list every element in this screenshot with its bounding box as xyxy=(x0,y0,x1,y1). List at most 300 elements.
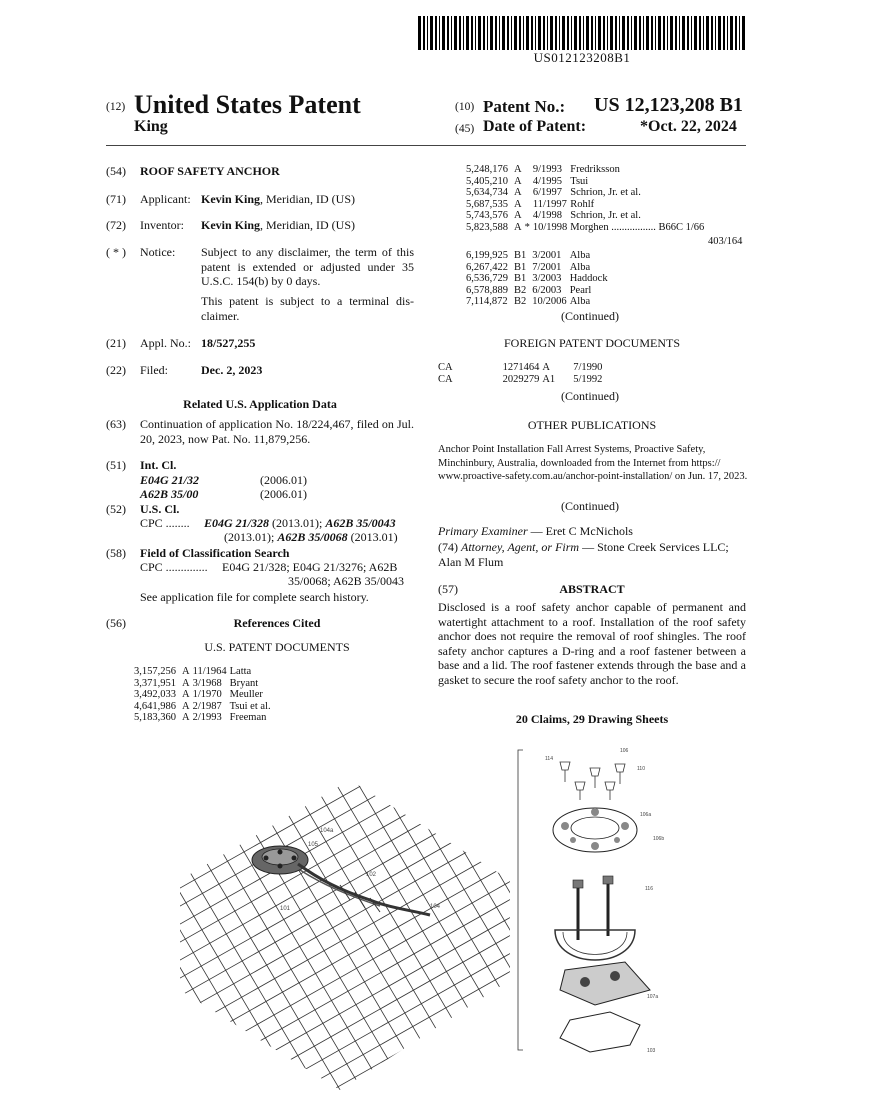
barcode-bar xyxy=(603,16,605,50)
barcode-bar xyxy=(651,16,653,50)
ref-cell: 3,157,256 xyxy=(134,666,176,677)
barcode-bar xyxy=(675,16,677,50)
ref-cell: A xyxy=(182,689,190,700)
label-114: 114 xyxy=(545,756,553,762)
ref-cell: Pearl xyxy=(569,284,592,296)
patent-number-label: Patent No.: xyxy=(483,97,566,116)
ref-cell: 6/2003 xyxy=(532,284,562,296)
ref-cell: 4,641,986 xyxy=(134,700,176,712)
ref-cell: * xyxy=(524,221,530,233)
ref-cell: 2/1987 xyxy=(192,700,222,712)
barcode-bar xyxy=(735,16,737,50)
ref-cell: B1 xyxy=(514,261,527,273)
patent-date: *Oct. 22, 2024 xyxy=(640,118,737,135)
ref-cell: 6,578,889 xyxy=(466,284,508,296)
ref-cell: CA xyxy=(438,362,453,373)
ref-cell: A1 xyxy=(542,373,556,385)
label-104a: 104a xyxy=(320,828,334,834)
barcode-bar xyxy=(699,16,701,50)
ref-row xyxy=(466,296,611,308)
ref-cell: A xyxy=(182,712,190,723)
ref-row xyxy=(466,222,707,234)
ref-cell: 3,492,033 xyxy=(134,689,176,700)
code-58: (58) xyxy=(106,546,126,560)
barcode-number: US012123208B1 xyxy=(533,50,631,65)
code-72: (72) xyxy=(106,218,126,232)
barcode-bar xyxy=(483,16,485,50)
ref-cell: Schrion, Jr. et al. xyxy=(570,187,641,198)
barcode-bar xyxy=(451,16,452,50)
us-cl-line2: (2013.01); A62B 35/0068 (2013.01) xyxy=(224,530,398,544)
int-cl-label: Int. Cl. xyxy=(140,458,177,472)
lid-screws xyxy=(560,762,625,800)
notice-text: Subject to any disclaimer, the term of this patent is extended or adjusted under 35 U.S.C. 154(b) by 0 days. xyxy=(201,245,414,288)
barcode xyxy=(418,16,746,50)
barcode-bar xyxy=(586,16,589,50)
barcode-bar xyxy=(499,16,500,50)
claims-sheets: 20 Claims, 29 Drawing Sheets xyxy=(515,712,669,726)
barcode-bar xyxy=(574,16,577,50)
ref-cell: 2/1993 xyxy=(192,712,222,723)
label-106a: 106a xyxy=(640,812,652,818)
ref-cell xyxy=(525,199,533,211)
code-71: (71) xyxy=(106,192,126,206)
barcode-bar xyxy=(667,16,668,50)
barcode-bar xyxy=(694,16,697,50)
barcode-bar xyxy=(490,16,493,50)
base xyxy=(560,962,650,1005)
ref-cell: 4/1998 xyxy=(532,210,563,221)
ref-cell: 5,687,535 xyxy=(466,198,508,210)
barcode-bar xyxy=(595,16,596,50)
barcode-bar xyxy=(562,16,565,50)
foreign-docs-title: FOREIGN PATENT DOCUMENTS xyxy=(503,336,681,350)
attorney: (74) Attorney, Agent, or Firm — Stone Creek Services LLC; Alan M Flum xyxy=(438,540,729,569)
code-45: (45) xyxy=(455,123,475,135)
shingle-course xyxy=(180,1004,520,1100)
lid xyxy=(553,808,637,852)
barcode-bar xyxy=(706,16,709,50)
barcode-bar xyxy=(471,16,473,50)
ref-row xyxy=(134,678,274,690)
continued-note-2: (Continued) xyxy=(561,389,619,403)
ref-cell: Alba xyxy=(569,296,591,307)
barcode-bar xyxy=(567,16,569,50)
ref-cell: 5,183,360 xyxy=(134,712,176,723)
ref-cell: A xyxy=(514,221,522,233)
ref-cell: A xyxy=(542,362,550,373)
shingle-line xyxy=(256,760,456,1100)
barcode-bar xyxy=(495,16,497,50)
ref-cell: B1 xyxy=(514,250,527,261)
shingle-course xyxy=(180,1022,520,1100)
barcode-bar xyxy=(619,16,620,50)
shingle-line xyxy=(278,760,478,1100)
barcode-bar xyxy=(423,16,425,50)
filed-date: Dec. 2, 2023 xyxy=(201,363,263,377)
us-refs-table-right-2 xyxy=(466,250,611,308)
shingle-course xyxy=(180,842,520,1100)
us-refs-table-left xyxy=(134,666,274,724)
ref-cell: 10/1998 xyxy=(532,221,568,233)
ref-row xyxy=(134,689,274,701)
label-105: 105 xyxy=(308,842,319,848)
shingle-course xyxy=(180,760,520,832)
inventor: Kevin King, Meridian, ID (US) xyxy=(201,218,355,232)
notice-label: Notice: xyxy=(140,245,176,259)
code-56: (56) xyxy=(106,616,126,630)
barcode-bar xyxy=(715,16,716,50)
barcode-bar xyxy=(466,16,469,50)
ref-cell: Haddock xyxy=(569,273,608,284)
barcode-bar xyxy=(463,16,464,50)
us-cl-label: U.S. Cl. xyxy=(140,502,180,516)
ref-cell: 5/1992 xyxy=(573,373,603,385)
terminal-disclaimer: This patent is subject to a terminal dis-claimer. xyxy=(201,294,414,323)
barcode-bar xyxy=(691,16,692,50)
ref-cell: 2029279 xyxy=(502,373,540,385)
code-57: (57) xyxy=(438,582,458,596)
ref-cell: A xyxy=(514,175,522,187)
shingle-line xyxy=(180,760,302,1100)
field-search-line1: E04G 21/328; E04G 21/3276; A62B xyxy=(222,560,398,574)
ref-row xyxy=(438,362,605,374)
abstract-text: Disclosed is a roof safety anchor capable of permanent and watertight attachment to a roof. Installation of the roof safety anchor does not require the removal of roof shingles. The roof safety anchor captures a D-ring and a roof fastener between a base and a lid. The roof fastener extends through the base and a gasket to secure the roof safety anchor to the roof. xyxy=(438,600,746,687)
gasket xyxy=(560,1012,640,1052)
barcode-bar xyxy=(559,16,560,50)
patent-number: US 12,123,208 B1 xyxy=(594,94,743,116)
shingle-line xyxy=(432,760,520,1100)
ref-row xyxy=(466,285,611,297)
ref-cell: B1 xyxy=(514,273,527,284)
barcode-bar xyxy=(523,16,524,50)
barcode-bar xyxy=(526,16,529,50)
barcode-bar xyxy=(615,16,617,50)
shingle-course xyxy=(180,760,520,778)
code-10: (10) xyxy=(455,101,475,113)
ref-cell: 3/2001 xyxy=(532,250,562,261)
ref-cell: A xyxy=(514,187,522,198)
shingle-course xyxy=(180,1094,520,1100)
abstract-title: ABSTRACT xyxy=(559,582,625,596)
us-cl-line1: E04G 21/328 (2013.01); A62B 35/0043 xyxy=(204,516,396,530)
code-54: (54) xyxy=(106,164,126,178)
code-51: (51) xyxy=(106,458,126,472)
ref-cell: Alba xyxy=(569,250,591,261)
ref-row xyxy=(466,273,611,285)
shingle-course xyxy=(180,878,520,1100)
code-63: (63) xyxy=(106,417,126,431)
ref-cell: 1271464 xyxy=(502,362,540,373)
ref-cell: 3,371,951 xyxy=(134,677,176,689)
shingle-course xyxy=(180,760,520,814)
ref-cell: Rohlf xyxy=(570,198,595,210)
barcode-bar xyxy=(658,16,661,50)
label-102: 102 xyxy=(366,872,377,878)
barcode-bar xyxy=(427,16,428,50)
ref-cell: Tsui xyxy=(570,175,589,187)
shingle-line xyxy=(476,760,520,1100)
barcode-bar xyxy=(631,16,632,50)
ref-cell: 5,743,576 xyxy=(466,210,508,221)
ref-cell: 7/2001 xyxy=(532,261,562,273)
barcode-bar xyxy=(531,16,533,50)
filed-label: Filed: xyxy=(140,363,169,377)
barcode-bar xyxy=(430,16,433,50)
barcode-bar xyxy=(447,16,449,50)
shingle-line xyxy=(212,760,412,1100)
code-12: (12) xyxy=(106,101,126,113)
barcode-bar xyxy=(519,16,521,50)
other-publication-text: Anchor Point Installation Fall Arrest Systems, Proactive Safety, Minchinbury, Australia, downloaded from the Internet from https:// www.proactive-safety.com.au/anchor-point-installation/ on Jun. 17, 2023. xyxy=(438,444,748,482)
barcode-bar xyxy=(598,16,601,50)
ref-cell: Fredriksson xyxy=(570,164,620,175)
field-search-label: Field of Classification Search xyxy=(140,546,290,560)
references-cited-title: References Cited xyxy=(233,616,321,630)
shingle-line xyxy=(234,760,434,1100)
barcode-bar xyxy=(514,16,517,50)
ref-row xyxy=(134,701,274,713)
barcode-bar xyxy=(711,16,713,50)
barcode-bar xyxy=(679,16,680,50)
code-21: (21) xyxy=(106,336,126,350)
barcode-bar xyxy=(507,16,509,50)
appl-no: 18/527,255 xyxy=(201,336,256,350)
continued-note-3: (Continued) xyxy=(561,499,619,513)
shingle-line xyxy=(454,760,520,1100)
ref-cell: B2 xyxy=(514,284,527,296)
barcode-bar xyxy=(478,16,481,50)
shingle-line xyxy=(388,760,520,1100)
date-label: Date of Patent: xyxy=(483,118,587,135)
barcode-bar xyxy=(663,16,665,50)
ref-row xyxy=(466,164,707,176)
ref-row xyxy=(466,250,611,262)
barcode-bar xyxy=(622,16,625,50)
barcode-bar xyxy=(718,16,721,50)
foreign-refs-table xyxy=(438,362,605,385)
int-cl-1-year: (2006.01) xyxy=(260,473,307,487)
field-search-line2: 35/0068; A62B 35/0043 xyxy=(288,574,405,588)
shingle-line xyxy=(180,760,192,1100)
barcode-bar xyxy=(627,16,629,50)
continued-note-1: (Continued) xyxy=(561,309,619,323)
other-publications-title: OTHER PUBLICATIONS xyxy=(527,418,657,432)
ref-cell: 4/1995 xyxy=(532,175,563,187)
ref-cell: 11/1997 xyxy=(532,198,567,210)
shingle-line xyxy=(410,760,520,1100)
shingle-course xyxy=(180,760,520,1012)
barcode-bar xyxy=(655,16,656,50)
shingle-course xyxy=(180,760,520,850)
header-rule xyxy=(106,145,746,146)
shingle-line xyxy=(180,760,346,1100)
shingle-line xyxy=(180,760,214,1100)
ref-row xyxy=(466,262,611,274)
barcode-bar xyxy=(442,16,445,50)
ref-row xyxy=(466,199,707,211)
ref-cell: B2 xyxy=(514,296,527,307)
barcode-bar xyxy=(742,16,745,50)
document-title: United States Patent xyxy=(134,90,361,119)
barcode-bar xyxy=(723,16,725,50)
ref-row xyxy=(134,666,274,678)
inventor-surname: King xyxy=(134,118,168,135)
barcode-bar xyxy=(435,16,437,50)
barcode-bar xyxy=(439,16,440,50)
code-52: (52) xyxy=(106,502,126,516)
invention-title: ROOF SAFETY ANCHOR xyxy=(140,164,280,178)
barcode-bar xyxy=(459,16,461,50)
ref-row xyxy=(438,374,605,386)
shingle-line xyxy=(180,760,368,1100)
shingle-grid xyxy=(180,760,520,1100)
barcode-bar xyxy=(687,16,689,50)
barcode-bar xyxy=(739,16,740,50)
related-data-title: Related U.S. Application Data xyxy=(183,397,337,411)
ref-cell: 10/2006 xyxy=(532,296,567,307)
ref-cell: 5,823,588 xyxy=(466,221,508,233)
barcode-bar xyxy=(487,16,488,50)
barcode-bar xyxy=(703,16,704,50)
ref-cell: Bryant xyxy=(229,677,259,689)
group-bracket xyxy=(518,750,523,1050)
label-116: 116 xyxy=(645,886,653,892)
us-refs-table-right xyxy=(466,164,707,233)
barcode-bar xyxy=(591,16,593,50)
barcode-bar xyxy=(727,16,728,50)
label-101: 101 xyxy=(280,906,291,912)
ref-cell: CA xyxy=(438,373,453,385)
barcode-bar xyxy=(607,16,608,50)
ref-cell: Latta xyxy=(229,666,252,677)
ref-cell: A xyxy=(514,164,522,175)
ref-cell: Schrion, Jr. et al. xyxy=(570,210,641,221)
ref-cell: 3/2003 xyxy=(532,273,562,284)
barcode-bar xyxy=(547,16,548,50)
shingle-line xyxy=(366,760,520,1100)
ref-cell: 9/1993 xyxy=(532,164,563,175)
inventor-label: Inventor: xyxy=(140,218,184,232)
ref-cell: Meuller xyxy=(229,689,263,700)
barcode-bar xyxy=(550,16,553,50)
shingle-line xyxy=(300,760,500,1100)
label-104: 104 xyxy=(430,904,441,910)
shingle-course xyxy=(180,824,520,1084)
shingle-course xyxy=(180,760,520,796)
roof-drawing xyxy=(180,760,520,1100)
ref-cell xyxy=(525,187,533,199)
applicant-label: Applicant: xyxy=(140,192,191,206)
barcode-bar xyxy=(682,16,685,50)
ref-cell xyxy=(525,176,533,188)
ref-cell: Morghen ................. B66C 1/66 xyxy=(570,221,705,233)
int-cl-2-year: (2006.01) xyxy=(260,487,307,501)
ref-cell: A xyxy=(182,700,190,712)
barcode-bar xyxy=(538,16,541,50)
ref-cell: 1/1970 xyxy=(192,689,222,700)
shingle-line xyxy=(322,760,520,1100)
barcode-bar xyxy=(535,16,536,50)
field-search-cpc: CPC .............. xyxy=(140,560,208,574)
barcode-bar xyxy=(670,16,673,50)
barcode-bar xyxy=(639,16,641,50)
barcode-bar xyxy=(475,16,476,50)
shingle-course xyxy=(180,760,520,868)
ref-cell: 5,405,210 xyxy=(466,175,508,187)
ref-cell: 6,267,422 xyxy=(466,261,508,273)
continuation-text: Continuation of application No. 18/224,467, filed on Jul. 20, 2023, now Pat. No. 11,879,256. xyxy=(140,417,414,446)
barcode-bar xyxy=(643,16,644,50)
ref-cell: 5,634,734 xyxy=(466,187,508,198)
us-patent-docs-title: U.S. PATENT DOCUMENTS xyxy=(204,640,350,654)
label-106: 106 xyxy=(620,748,629,754)
shingle-line xyxy=(344,760,520,1100)
barcode-bar xyxy=(555,16,557,50)
barcode-bar xyxy=(543,16,545,50)
barcode-bar xyxy=(454,16,457,50)
ref-cell: 5,248,176 xyxy=(466,164,508,175)
barcode-bar xyxy=(634,16,637,50)
barcode-bar xyxy=(579,16,581,50)
ref-row xyxy=(134,712,274,724)
shingle-course xyxy=(180,788,520,1048)
ref-cell xyxy=(525,210,533,222)
barcode-bar xyxy=(583,16,584,50)
shingle-line xyxy=(180,760,236,1100)
int-cl-1: E04G 21/32 xyxy=(140,473,200,487)
barcode-bar xyxy=(646,16,649,50)
ref-cell: 6/1997 xyxy=(532,187,563,198)
code-notice: ( * ) xyxy=(106,245,126,259)
applicant: Kevin King, Meridian, ID (US) xyxy=(201,192,355,206)
ref-cell: Alba xyxy=(569,261,591,273)
us-cl-cpc: CPC ........ xyxy=(140,516,190,530)
barcode-bar xyxy=(610,16,613,50)
label-103: 103 xyxy=(647,1048,656,1054)
barcode-bar xyxy=(511,16,512,50)
primary-examiner: Primary Examiner — Eret C McNichols xyxy=(438,524,633,538)
ref-row xyxy=(466,210,707,222)
ref-cell: 6,536,729 xyxy=(466,273,508,284)
exploded-view-drawing xyxy=(515,740,695,1060)
ref-cell: A xyxy=(514,198,522,210)
appl-no-label: Appl. No.: xyxy=(140,336,191,350)
int-cl-2: A62B 35/00 xyxy=(140,487,199,501)
morghen-continued-class: 403/164 xyxy=(708,236,743,247)
code-22: (22) xyxy=(106,363,126,377)
ref-cell: Freeman xyxy=(229,712,267,723)
d-ring xyxy=(555,930,635,960)
ref-cell: A xyxy=(182,666,190,677)
ref-cell: A xyxy=(182,677,190,689)
barcode-bar xyxy=(571,16,572,50)
ref-cell: 3/1968 xyxy=(192,677,222,689)
ref-cell: A xyxy=(514,210,522,221)
ref-cell: 11/1964 xyxy=(192,666,227,677)
ref-cell: Tsui et al. xyxy=(229,700,271,712)
label-107a: 107a xyxy=(647,994,659,1000)
ref-row xyxy=(466,176,707,188)
barcode-bar xyxy=(502,16,505,50)
shingle-course xyxy=(180,1058,520,1100)
label-110: 110 xyxy=(637,766,645,772)
ref-row xyxy=(466,187,707,199)
label-106b: 106b xyxy=(653,836,665,842)
ref-cell: 6,199,925 xyxy=(466,250,508,261)
ref-cell: 7/1990 xyxy=(573,362,603,373)
ref-cell: 7,114,872 xyxy=(466,296,508,307)
